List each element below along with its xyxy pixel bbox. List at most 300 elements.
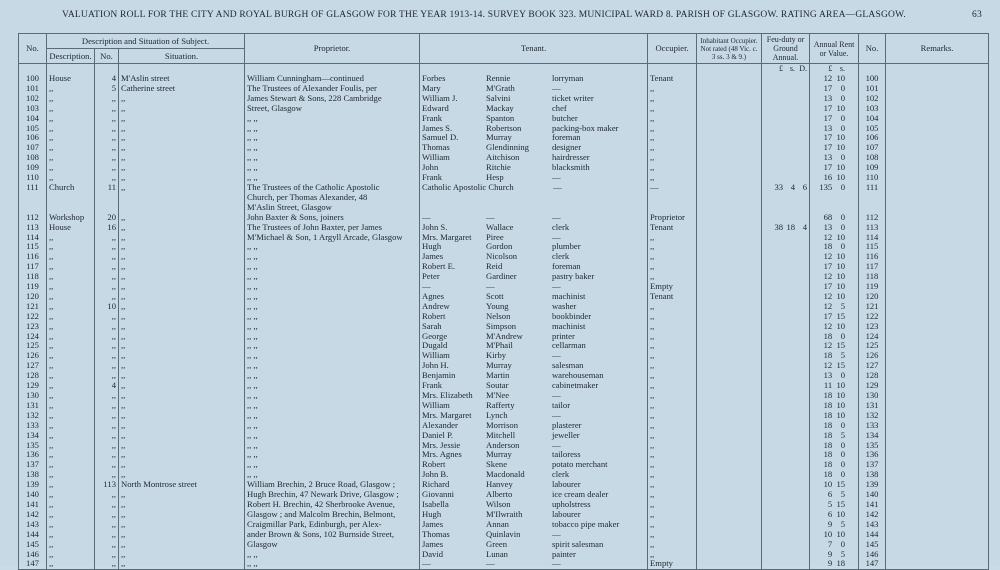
row-remarks xyxy=(886,450,989,460)
row-description: ,, xyxy=(47,153,95,163)
rent-pounds: 17 xyxy=(823,132,833,143)
row-occupier: ,, xyxy=(648,351,697,361)
rent-shillings: 5 xyxy=(840,489,846,500)
row-feu-duty xyxy=(762,421,810,431)
row-occupier: Empty xyxy=(648,282,697,292)
row-no2: 103 xyxy=(859,104,886,114)
row-proprietor: ,, ,, xyxy=(245,302,420,312)
row-occupier: ,, xyxy=(648,361,697,371)
rent-pence xyxy=(845,163,856,173)
row-description: ,, xyxy=(47,351,95,361)
row-feu-duty xyxy=(762,550,810,560)
row-description: Workshop xyxy=(47,213,95,223)
rent-shillings: 15 xyxy=(836,479,846,490)
row-situation: ,, xyxy=(119,450,245,460)
row-inhabitant xyxy=(697,540,762,550)
page-header xyxy=(0,10,1000,24)
row-occupier: ,, xyxy=(648,510,697,520)
row-number: ,, xyxy=(95,540,119,550)
row-annual-rent xyxy=(810,133,859,143)
row-situation: ,, xyxy=(119,441,245,451)
row-feu-duty xyxy=(762,411,810,421)
rent-pence xyxy=(845,351,856,361)
col-inhabitant: Inhabitant Occupier. Not rated (48 Vic. c. 3 ss. 3 & 9.) xyxy=(697,34,762,64)
rent-pence xyxy=(845,530,856,540)
tenant-occupation: bookbinder xyxy=(551,310,592,321)
row-proprietor: ,, ,, xyxy=(245,143,420,153)
tenant-occupation: upholstress xyxy=(551,498,591,509)
row-occupier: Tenant xyxy=(648,223,697,233)
rent-pounds: 18 xyxy=(823,409,833,420)
row-no2: 142 xyxy=(859,510,886,520)
row-number: ,, xyxy=(95,391,119,401)
rent-pence xyxy=(845,84,856,94)
row-situation: ,, xyxy=(119,490,245,500)
row-tenant xyxy=(420,450,648,460)
row-feu-duty xyxy=(762,391,810,401)
feu-shillings: 4 xyxy=(790,181,796,192)
rent-pounds: 10 xyxy=(823,528,833,539)
row-remarks xyxy=(886,183,989,193)
col-no: No. xyxy=(19,34,47,64)
row-inhabitant xyxy=(697,213,762,223)
row-feu-duty xyxy=(762,104,810,114)
rent-shillings: 10 xyxy=(836,162,846,173)
rent-pounds: 12 xyxy=(823,300,833,311)
rent-shillings: 10 xyxy=(836,281,846,292)
tenant-surname: Robertson xyxy=(486,122,522,133)
unit-pound: £ xyxy=(779,64,784,73)
row-remarks xyxy=(886,124,989,134)
row-no: 114 xyxy=(19,233,47,243)
row-number: ,, xyxy=(95,510,119,520)
tenant-surname: Anderson xyxy=(486,439,520,450)
rent-shillings: 10 xyxy=(836,261,846,272)
rent-pence xyxy=(845,94,856,104)
row-remarks xyxy=(886,381,989,391)
row-remarks xyxy=(886,401,989,411)
tenant-occupation: pastry baker xyxy=(551,271,595,282)
row-remarks xyxy=(886,282,989,292)
rent-shillings: 10 xyxy=(836,390,846,400)
row-remarks xyxy=(886,193,989,203)
row-feu-duty xyxy=(762,341,810,351)
row-inhabitant xyxy=(697,480,762,490)
row-number: 10 xyxy=(95,302,119,312)
rent-pence xyxy=(845,173,856,183)
row-number: ,, xyxy=(95,242,119,252)
tenant-occupation: foreman xyxy=(551,261,581,272)
row-proprietor: The Trustees of John Baxter, per James xyxy=(245,223,420,233)
row-inhabitant xyxy=(697,341,762,351)
tenant-surname: Soutar xyxy=(486,380,509,391)
row-description: ,, xyxy=(47,124,95,134)
row-inhabitant xyxy=(697,421,762,431)
row-proprietor: Glasgow xyxy=(245,540,420,550)
row-situation: ,, xyxy=(119,341,245,351)
tenant-surname xyxy=(488,183,553,193)
row-number: ,, xyxy=(95,143,119,153)
row-annual-rent xyxy=(810,124,859,134)
tenant-occupation: labourer xyxy=(551,479,581,490)
rent-pounds: 18 xyxy=(823,330,833,341)
row-description: ,, xyxy=(47,292,95,302)
row-no2: 141 xyxy=(859,500,886,510)
valuation-table xyxy=(18,33,989,570)
row-description: ,, xyxy=(47,262,95,272)
tenant-surname: Young xyxy=(486,300,509,311)
tenant-surname: Green xyxy=(486,538,508,549)
row-description: House xyxy=(47,74,95,84)
row-proprietor: ,, ,, xyxy=(245,450,420,460)
row-annual-rent xyxy=(810,351,859,361)
tenant-surname: Simpson xyxy=(486,320,517,331)
tenant-surname: Murray xyxy=(486,449,512,460)
rent-pounds: 18 xyxy=(823,241,833,252)
rent-pounds: 17 xyxy=(823,261,833,272)
tenant-occupation: clerk xyxy=(551,469,570,480)
row-occupier: ,, xyxy=(648,104,697,114)
row-proprietor: ,, ,, xyxy=(245,282,420,292)
row-tenant xyxy=(420,262,648,272)
row-situation: ,, xyxy=(119,411,245,421)
tenant-first-name: John S. xyxy=(422,221,448,232)
row-proprietor: ,, ,, xyxy=(245,312,420,322)
row-number: ,, xyxy=(95,460,119,470)
row-number: ,, xyxy=(95,500,119,510)
row-inhabitant xyxy=(697,223,762,233)
row-inhabitant xyxy=(697,143,762,153)
row-inhabitant xyxy=(697,133,762,143)
row-feu-duty xyxy=(762,262,810,272)
row-no: 118 xyxy=(19,272,47,282)
row-annual-rent xyxy=(810,341,859,351)
rent-pounds: 18 xyxy=(823,399,833,410)
tenant-occupation: jeweller xyxy=(551,429,580,440)
tenant-occupation: — xyxy=(551,211,561,222)
row-no: 125 xyxy=(19,341,47,351)
row-proprietor: ,, ,, xyxy=(245,550,420,560)
row-number: ,, xyxy=(95,470,119,480)
row-situation: ,, xyxy=(119,223,245,233)
row-occupier: ,, xyxy=(648,233,697,243)
rent-pounds: 13 xyxy=(823,152,833,163)
row-inhabitant xyxy=(697,470,762,480)
row-inhabitant xyxy=(697,441,762,451)
tenant-occupation: chef xyxy=(551,102,567,113)
row-inhabitant xyxy=(697,401,762,411)
row-inhabitant xyxy=(697,312,762,322)
row-number: ,, xyxy=(95,490,119,500)
row-no2: 115 xyxy=(859,242,886,252)
row-occupier xyxy=(648,193,697,203)
row-tenant xyxy=(420,351,648,361)
row-situation: ,, xyxy=(119,520,245,530)
row-no2: 131 xyxy=(859,401,886,411)
row-remarks xyxy=(886,213,989,223)
row-situation: ,, xyxy=(119,302,245,312)
row-inhabitant xyxy=(697,104,762,114)
rent-pounds: 13 xyxy=(823,92,833,103)
col-annual-rent: Annual Rent or Value. xyxy=(810,34,859,64)
row-description: ,, xyxy=(47,550,95,560)
row-proprietor: ,, ,, xyxy=(245,322,420,332)
row-number: ,, xyxy=(95,559,119,569)
row-remarks xyxy=(886,371,989,381)
tenant-first-name: Robert xyxy=(422,310,446,321)
row-no: 132 xyxy=(19,411,47,421)
row-proprietor: ,, ,, xyxy=(245,173,420,183)
row-no: 143 xyxy=(19,520,47,530)
row-remarks xyxy=(886,114,989,124)
row-situation: ,, xyxy=(119,163,245,173)
row-tenant xyxy=(420,540,648,550)
row-number: ,, xyxy=(95,292,119,302)
tenant-first-name: Isabella xyxy=(422,498,449,509)
tenant-surname: Lunan xyxy=(486,548,508,559)
row-feu-duty xyxy=(762,559,810,569)
row-no: 130 xyxy=(19,391,47,401)
row-situation: Catherine street xyxy=(119,84,245,94)
rent-pence xyxy=(845,114,856,124)
row-situation: ,, xyxy=(119,183,245,193)
row-occupier: ,, xyxy=(648,500,697,510)
rent-pence xyxy=(845,332,856,342)
tenant-first-name: William J. xyxy=(422,92,458,103)
rent-shillings: 5 xyxy=(840,548,846,559)
row-number xyxy=(95,193,119,203)
row-remarks xyxy=(886,530,989,540)
row-proprietor: ,, ,, xyxy=(245,163,420,173)
tenant-surname: Martin xyxy=(486,370,510,381)
rent-shillings: 15 xyxy=(836,498,846,509)
row-proprietor: ,, ,, xyxy=(245,133,420,143)
tenant-surname: Wilson xyxy=(486,498,511,509)
tenant-occupation: ticket writer xyxy=(551,92,594,103)
tenant-first-name: Catholic Apostolic Church xyxy=(422,181,514,192)
rent-pounds: 9 xyxy=(827,518,833,529)
tenant-surname: Mackay xyxy=(486,102,514,113)
row-proprietor: The Trustees of the Catholic Apostolic xyxy=(245,183,420,193)
row-occupier: ,, xyxy=(648,84,697,94)
tenant-surname: Lynch xyxy=(486,409,508,420)
row-situation: ,, xyxy=(119,371,245,381)
tenant-surname: M'Grath xyxy=(486,82,515,93)
row-no: 101 xyxy=(19,84,47,94)
row-no: 102 xyxy=(19,94,47,104)
row-no2: 107 xyxy=(859,143,886,153)
tenant-occupation: salesman xyxy=(551,360,584,371)
row-tenant xyxy=(420,520,648,530)
rent-shillings: 15 xyxy=(836,310,846,321)
row-occupier: ,, xyxy=(648,312,697,322)
tenant-first-name: William xyxy=(422,350,450,361)
rent-pounds: 13 xyxy=(823,221,833,232)
row-tenant xyxy=(420,341,648,351)
tenant-occupation: lorryman xyxy=(551,73,584,83)
row-no2: 121 xyxy=(859,302,886,312)
tenant-first-name: George xyxy=(422,330,448,341)
row-annual-rent xyxy=(810,153,859,163)
row-no2: 104 xyxy=(859,114,886,124)
row-occupier: ,, xyxy=(648,143,697,153)
rent-shillings: 0 xyxy=(840,449,846,460)
row-no2: 100 xyxy=(859,74,886,84)
row-no: 135 xyxy=(19,441,47,451)
row-description: ,, xyxy=(47,302,95,312)
row-no2: 146 xyxy=(859,550,886,560)
row-occupier: — xyxy=(648,183,697,193)
row-situation: ,, xyxy=(119,312,245,322)
tenant-occupation: hairdresser xyxy=(551,152,590,163)
tenant-surname: Annan xyxy=(486,518,509,529)
tenant-surname: Macdonald xyxy=(486,469,525,480)
row-remarks xyxy=(886,153,989,163)
row-no: 146 xyxy=(19,550,47,560)
row-annual-rent xyxy=(810,431,859,441)
row-number: ,, xyxy=(95,550,119,560)
row-no2: 114 xyxy=(859,233,886,243)
row-feu-duty xyxy=(762,193,810,203)
row-remarks xyxy=(886,233,989,243)
row-situation: ,, xyxy=(119,510,245,520)
row-situation: ,, xyxy=(119,470,245,480)
row-no2: 127 xyxy=(859,361,886,371)
row-tenant xyxy=(420,530,648,540)
tenant-first-name: Richard xyxy=(422,479,450,490)
row-remarks xyxy=(886,133,989,143)
tenant-surname: Alberto xyxy=(486,489,513,500)
row-no: 139 xyxy=(19,480,47,490)
rent-shillings: 0 xyxy=(840,82,846,93)
tenant-surname: Rennie xyxy=(486,73,511,83)
row-annual-rent xyxy=(810,173,859,183)
row-inhabitant xyxy=(697,163,762,173)
row-inhabitant xyxy=(697,292,762,302)
tenant-occupation: — xyxy=(551,350,561,361)
tenant-first-name: Hugh xyxy=(422,508,442,519)
row-no: 111 xyxy=(19,183,47,193)
tenant-first-name: Andrew xyxy=(422,300,450,311)
row-no: 109 xyxy=(19,163,47,173)
row-description: ,, xyxy=(47,94,95,104)
tenant-first-name: Mary xyxy=(422,82,441,93)
row-inhabitant xyxy=(697,252,762,262)
row-feu-duty xyxy=(762,381,810,391)
row-no2: 129 xyxy=(859,381,886,391)
col-proprietor: Proprietor. xyxy=(245,34,420,64)
table-row xyxy=(19,223,989,233)
row-feu-duty xyxy=(762,490,810,500)
row-number: ,, xyxy=(95,94,119,104)
row-situation: ,, xyxy=(119,322,245,332)
tenant-surname: Nicolson xyxy=(486,251,518,262)
row-no2: 105 xyxy=(859,124,886,134)
rent-shillings: 0 xyxy=(840,459,846,470)
row-proprietor: ,, ,, xyxy=(245,431,420,441)
row-inhabitant xyxy=(697,361,762,371)
row-tenant xyxy=(420,133,648,143)
row-feu-duty xyxy=(762,401,810,411)
row-number: 4 xyxy=(95,381,119,391)
row-remarks xyxy=(886,391,989,401)
col-situation: Situation. xyxy=(119,49,245,64)
row-inhabitant xyxy=(697,193,762,203)
row-no: 137 xyxy=(19,460,47,470)
tenant-occupation: painter xyxy=(551,548,576,559)
row-situation: M'Aslin street xyxy=(119,74,245,84)
row-annual-rent xyxy=(810,272,859,282)
row-remarks xyxy=(886,490,989,500)
rent-pence xyxy=(845,500,856,510)
row-situation: ,, xyxy=(119,114,245,124)
row-no: 104 xyxy=(19,114,47,124)
rent-pounds: 18 xyxy=(823,429,833,440)
rent-shillings: 18 xyxy=(836,558,846,569)
row-number: ,, xyxy=(95,322,119,332)
row-situation xyxy=(119,203,245,213)
row-occupier: ,, xyxy=(648,322,697,332)
tenant-surname: M'Ilwraith xyxy=(486,508,523,519)
row-situation: ,, xyxy=(119,559,245,569)
row-no2: 117 xyxy=(859,262,886,272)
row-annual-rent xyxy=(810,233,859,243)
row-remarks xyxy=(886,540,989,550)
rent-pence xyxy=(845,153,856,163)
rent-pounds: 68 xyxy=(823,211,833,222)
row-annual-rent xyxy=(810,114,859,124)
row-situation: ,, xyxy=(119,252,245,262)
row-description: ,, xyxy=(47,371,95,381)
tenant-first-name: Giovanni xyxy=(422,489,455,500)
row-remarks xyxy=(886,322,989,332)
row-number: ,, xyxy=(95,233,119,243)
tenant-first-name: James xyxy=(422,538,444,549)
row-tenant xyxy=(420,500,648,510)
tenant-first-name: Daniel P. xyxy=(422,429,454,440)
row-remarks xyxy=(886,74,989,84)
rent-pence xyxy=(845,520,856,530)
rent-pounds: 17 xyxy=(823,102,833,113)
row-occupier: ,, xyxy=(648,252,697,262)
tenant-occupation: warehouseman xyxy=(551,370,604,381)
row-number: ,, xyxy=(95,441,119,451)
rent-pounds: 11 xyxy=(823,380,833,391)
row-no2: 134 xyxy=(859,431,886,441)
feu-pence: 4 xyxy=(802,221,808,232)
row-feu-duty xyxy=(762,143,810,153)
rent-pence xyxy=(845,460,856,470)
row-annual-rent xyxy=(810,540,859,550)
row-occupier: ,, xyxy=(648,431,697,441)
row-no: 147 xyxy=(19,559,47,569)
row-annual-rent xyxy=(810,242,859,252)
row-situation: ,, xyxy=(119,262,245,272)
row-proprietor: James Stewart & Sons, 228 Cambridge xyxy=(245,94,420,104)
row-annual-rent xyxy=(810,421,859,431)
row-inhabitant xyxy=(697,282,762,292)
row-no: 142 xyxy=(19,510,47,520)
row-annual-rent xyxy=(810,460,859,470)
row-description: ,, xyxy=(47,480,95,490)
row-no2: 108 xyxy=(859,153,886,163)
row-annual-rent xyxy=(810,183,859,193)
rent-pounds: 17 xyxy=(823,82,833,93)
row-remarks xyxy=(886,252,989,262)
rent-pence xyxy=(845,223,856,233)
rent-pence xyxy=(845,143,856,153)
feu-pence: 6 xyxy=(802,181,808,192)
